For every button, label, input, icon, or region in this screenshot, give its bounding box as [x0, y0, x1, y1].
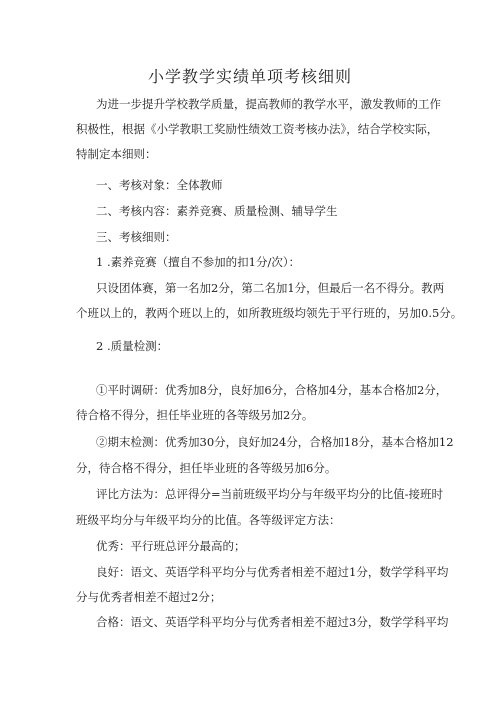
paragraph-line: 积极性，根据《小学教职工奖励性绩效工资考核办法》，结合学校实际，: [76, 122, 439, 136]
subsection-heading: 2 .质量检测：: [96, 339, 169, 353]
paragraph-line: 合格：语文、英语学科平均分与优秀者相差不超过3分，数学学科平均: [96, 615, 449, 629]
paragraph-line: 只设团体赛，第一名加2分，第二名加1分，但最后一名不得分。教两: [96, 281, 445, 295]
paragraph-line: ②期末检测：优秀加30分，良好加24分，合格加18分，基本合格加12: [96, 435, 454, 449]
paragraph-line: 优秀：平行班总评分最高的；: [96, 539, 246, 553]
section-heading: 一、考核对象：全体教师: [96, 178, 223, 192]
paragraph-line: 评比方法为：总评得分=当前班级平均分与年级平均分的比值-接班时: [96, 487, 444, 501]
paragraph-line: 个班以上的，教两个班以上的，如所教班级均领先于平行班的，另加0.5分。: [76, 306, 463, 320]
paragraph-line: 特制定本细则：: [76, 147, 157, 161]
section-heading: 二、考核内容：素养竞赛、质量检测、辅导学生: [96, 204, 338, 218]
section-heading: 三、考核细则：: [96, 230, 177, 244]
paragraph-line: 分，待合格不得分，担任毕业班的各等级另加6分。: [76, 461, 337, 475]
document-title: 小学教学实绩单项考核细则: [147, 67, 352, 86]
paragraph-line: 良好：语文、英语学科平均分与优秀者相差不超过1分，数学学科平均: [96, 565, 449, 579]
paragraph-line: 待合格不得分，担任毕业班的各等级另加2分。: [76, 408, 314, 422]
subsection-heading: 1 .素养竞赛（擅自不参加的扣1分/次）：: [96, 255, 301, 269]
paragraph-line: ①平时调研：优秀加8分，良好加6分，合格加4分，基本合格加2分，: [96, 383, 448, 397]
paragraph-line: 分与优秀者相差不超过2分；: [76, 590, 222, 604]
paragraph-line: 为进一步提升学校教学质量，提高教师的教学水平，激发教师的工作: [96, 97, 441, 111]
paragraph-line: 班级平均分与年级平均分的比值。各等级评定方法：: [76, 513, 341, 527]
